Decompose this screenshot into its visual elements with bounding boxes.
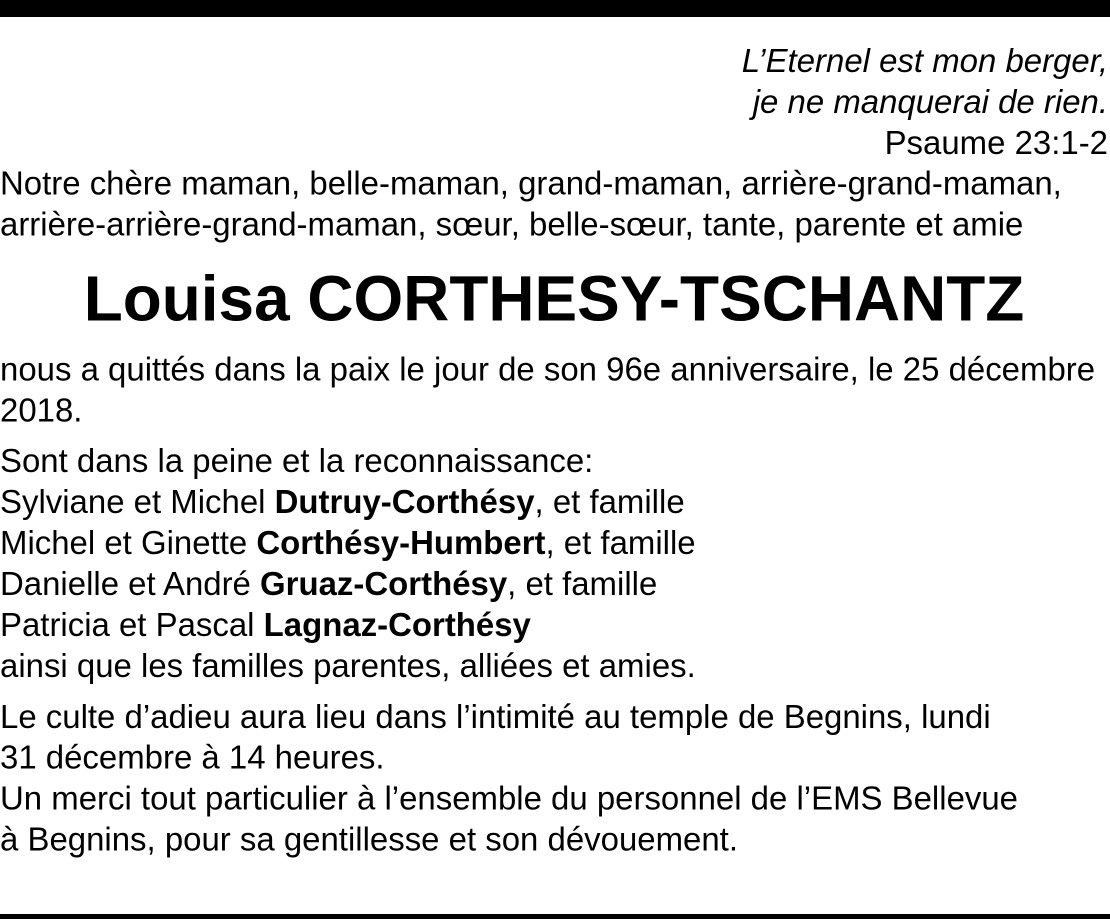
- mourner-given-names: Sylviane et Michel: [0, 483, 275, 521]
- mourner-family: [0, 604, 1108, 645]
- deceased-name: Louisa CORTHESY-TSCHANTZ: [83, 262, 1025, 335]
- mourner-given-names: Danielle et André: [0, 565, 261, 602]
- mourner-given-names: Michel et Ginette: [0, 524, 257, 562]
- obituary-notice: [0, 40, 1108, 860]
- mourners-heading: Sont dans la peine et la reconnaissance:: [0, 442, 594, 480]
- mourner-suffix: , et famille: [507, 565, 658, 602]
- mourner-surname: Gruaz-Corthésy: [260, 565, 508, 602]
- mourner-surname: Corthésy-Humbert: [256, 524, 546, 562]
- announcement-line-1: nous a quittés dans la paix le jour de son 96e anniversaire, le 25 décembre: [0, 350, 1096, 388]
- mourner-surname: Dutruy-Corthésy: [274, 483, 535, 521]
- announcement: [0, 348, 1108, 430]
- mourner-family: [0, 563, 1108, 604]
- thanks-info: [0, 778, 1108, 860]
- verse-line-2: je ne manquerai de rien.: [752, 82, 1108, 120]
- mourner-family: [0, 522, 1108, 563]
- mourner-family: [0, 481, 1108, 522]
- thanks-line-2: à Begnins, pour sa gentillesse et son dévouement.: [0, 820, 738, 858]
- announcement-line-2: 2018.: [0, 391, 83, 429]
- mourner-given-names: Patricia et Pascal: [0, 605, 264, 643]
- mourners-closing: ainsi que les familles parentes, alliées et amies.: [0, 646, 696, 684]
- bottom-rule: [0, 914, 1110, 919]
- ceremony-line-2: 31 décembre à 14 heures.: [0, 738, 385, 776]
- top-rule: [0, 0, 1110, 17]
- ceremony-line-1: Le culte d’adieu aura lieu dans l’intimité au temple de Begnins, lundi: [0, 697, 991, 735]
- intro-line-1: Notre chère maman, belle-maman, grand-maman, arrière-grand-maman,: [0, 164, 1062, 202]
- thanks-line-1: Un merci tout particulier à l’ensemble du personnel de l’EMS Bellevue: [0, 779, 1019, 817]
- mourners-list: [0, 440, 1108, 686]
- mourner-surname: Lagnaz-Corthésy: [263, 605, 531, 643]
- intro-line-2: arrière-arrière-grand-maman, sœur, belle-sœur, tante, parente et amie: [0, 205, 1024, 243]
- ceremony-info: [0, 696, 1108, 778]
- verse-line-1: L’Eternel est mon berger,: [741, 41, 1108, 79]
- mourner-suffix: , et famille: [545, 524, 696, 562]
- mourner-suffix: , et famille: [534, 483, 685, 521]
- verse-reference: Psaume 23:1-2: [884, 123, 1108, 161]
